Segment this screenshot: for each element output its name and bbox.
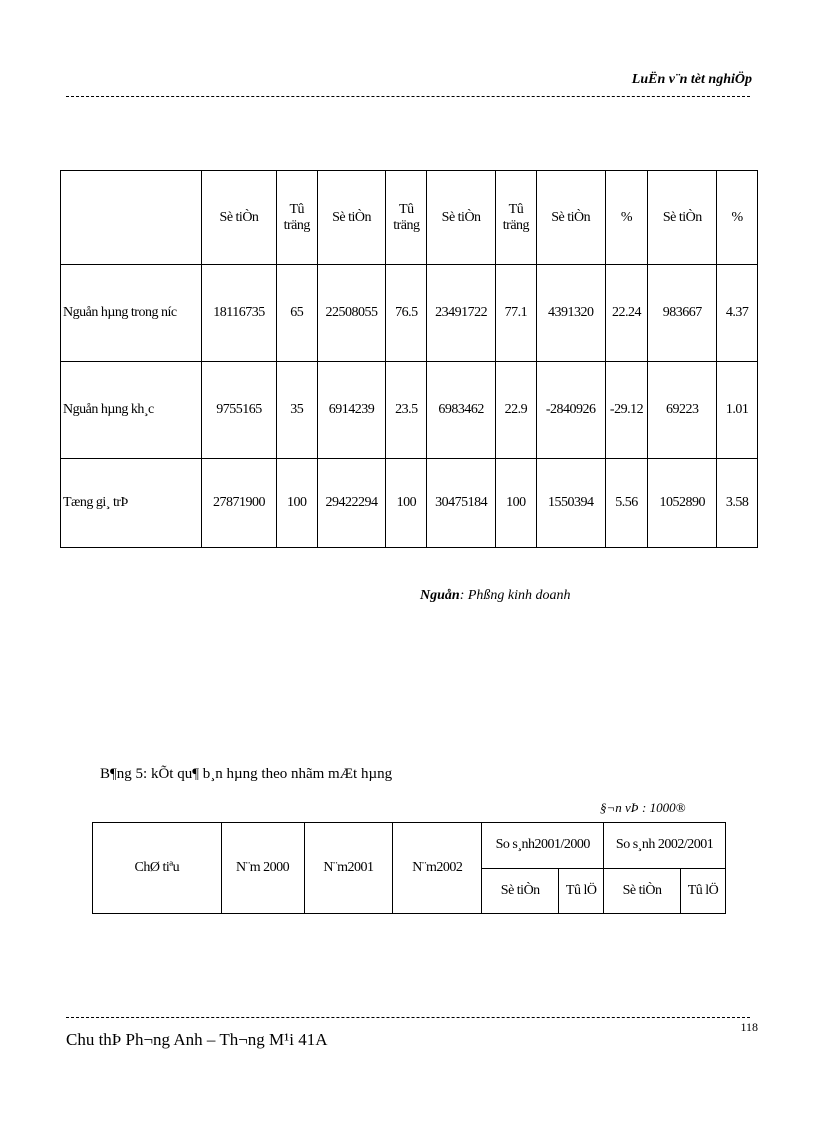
cell: 4391320: [536, 265, 605, 362]
header-cell: Sè tiÒn: [427, 171, 496, 265]
row-label: Nguån hµng trong níc: [61, 265, 202, 362]
table-header-row: [93, 823, 726, 869]
cell: 100: [496, 459, 537, 548]
row-label: Nguån hµng kh¸c: [61, 362, 202, 459]
data-table-2: [92, 822, 726, 914]
header-cell: ChØ tiªu: [93, 823, 222, 914]
header-cell: Sè tiÒn: [202, 171, 277, 265]
table-header-row: [61, 171, 758, 265]
header-cell: So s¸nh2001/2000: [482, 823, 604, 869]
header-cell: %: [605, 171, 648, 265]
cell: 22.24: [605, 265, 648, 362]
header-cell: Tû träng: [276, 171, 317, 265]
header-cell: Tû lÖ: [559, 868, 604, 914]
cell: 35: [276, 362, 317, 459]
table2-caption: B¶ng 5: kÕt qu¶ b¸n hµng theo nhãm mÆt hµng: [100, 766, 393, 782]
header-cell: Tû träng: [496, 171, 537, 265]
table-row: [61, 459, 758, 548]
row-label: Tæng gi¸ trÞ: [61, 459, 202, 548]
table-row: [61, 362, 758, 459]
cell: 29422294: [317, 459, 386, 548]
cell: 23.5: [386, 362, 427, 459]
cell: 69223: [648, 362, 717, 459]
header-cell: Sè tiÒn: [648, 171, 717, 265]
cell: 18116735: [202, 265, 277, 362]
cell: 100: [276, 459, 317, 548]
cell: -29.12: [605, 362, 648, 459]
footer-rule: [66, 1017, 750, 1018]
unit-note: §¬n vÞ : 1000®: [600, 800, 686, 815]
header-cell: Sè tiÒn: [482, 868, 559, 914]
cell: 4.37: [717, 265, 758, 362]
cell: 77.1: [496, 265, 537, 362]
cell: 6983462: [427, 362, 496, 459]
cell: 1052890: [648, 459, 717, 548]
cell: 3.58: [717, 459, 758, 548]
header-cell: Sè tiÒn: [536, 171, 605, 265]
header-cell: N¨m 2000: [221, 823, 304, 914]
cell: 1550394: [536, 459, 605, 548]
cell: -2840926: [536, 362, 605, 459]
header-title: LuËn v¨n tèt nghiÖp: [631, 72, 752, 87]
cell: 23491722: [427, 265, 496, 362]
cell: 100: [386, 459, 427, 548]
cell: 76.5: [386, 265, 427, 362]
cell: 30475184: [427, 459, 496, 548]
cell: 983667: [648, 265, 717, 362]
cell: 9755165: [202, 362, 277, 459]
cell: 1.01: [717, 362, 758, 459]
header-cell: %: [717, 171, 758, 265]
cell: 6914239: [317, 362, 386, 459]
table-row: [61, 265, 758, 362]
cell: 5.56: [605, 459, 648, 548]
page-number: 118: [740, 1020, 758, 1034]
header-cell: Sè tiÒn: [317, 171, 386, 265]
header-cell: N¨m2002: [393, 823, 482, 914]
source-text: : Phßng kinh doanh: [459, 588, 571, 603]
source-note: [420, 588, 571, 604]
cell: 65: [276, 265, 317, 362]
header-cell: [61, 171, 202, 265]
data-table-1: [60, 170, 758, 548]
header-cell: N¨m2001: [304, 823, 393, 914]
cell: 22.9: [496, 362, 537, 459]
cell: 27871900: [202, 459, 277, 548]
header-cell: Sè tiÒn: [604, 868, 681, 914]
header-cell: Tû träng: [386, 171, 427, 265]
source-label: Nguån: [420, 588, 460, 603]
header-rule: [66, 96, 750, 97]
header-cell: So s¸nh 2002/2001: [604, 823, 726, 869]
footer-author: Chu thÞ Ph¬ng Anh – Th¬ng M¹i 41A: [66, 1030, 328, 1049]
header-cell: Tû lÖ: [681, 868, 726, 914]
cell: 22508055: [317, 265, 386, 362]
